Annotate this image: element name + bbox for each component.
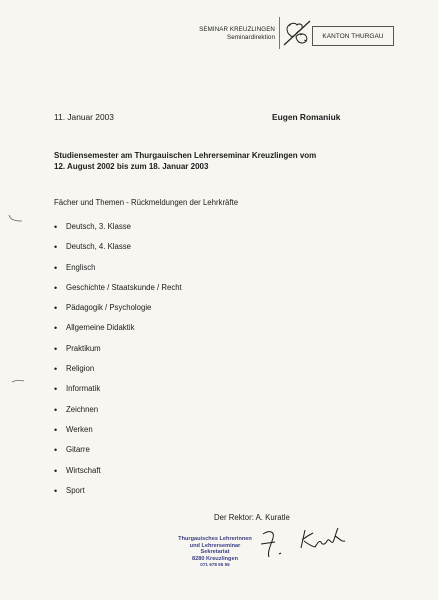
stamp-line-2: und Lehrerseminar [189,542,241,549]
seminar-stamp [168,536,262,569]
list-item: • Pädagogik / Psychologie [54,303,182,323]
stamp-line-4: 8280 Kreuzlingen [191,555,238,562]
list-item: • Zeichnen [54,405,182,425]
rektor-signature-line: Der Rektor: A. Kuratle [214,513,290,522]
student-name: Eugen Romaniuk [272,112,341,122]
handwritten-signature [255,514,365,564]
subjects-heading: Fächer und Themen - Rückmeldungen der Lehrkräfte [54,198,239,207]
list-item: • Werken [54,425,182,445]
list-item: • Wirtschaft [54,466,182,486]
letterhead [172,17,394,51]
list-item: • Gitarre [54,445,182,465]
list-item: • Sport [54,486,182,506]
stamp-phone: 071 678 55 55 [200,562,230,568]
list-item: • Englisch [54,263,182,283]
thurgau-lion-crest-icon [282,18,312,48]
title-line-1: Studiensemester am Thurgauischen Lehrerseminar Kreuzlingen vom [54,151,317,160]
stamp-line-3: Sekretariat [200,549,230,556]
list-item: • Praktikum [54,344,182,364]
list-item: • Religion [54,364,182,384]
list-item: • Allgemeine Didaktik [54,323,182,343]
subjects-list [54,222,182,506]
scan-mark [8,376,28,386]
seminar-department: Seminardirektion [226,34,275,41]
list-item: • Geschichte / Staatskunde / Recht [54,283,182,303]
seminar-name: SEMINAR KREUZLINGEN [199,26,275,33]
list-item: • Deutsch, 3. Klasse [54,222,182,242]
list-item: • Deutsch, 4. Klasse [54,242,182,262]
stamp-line-1: Thurgauisches Lehrerinnen [178,536,252,542]
document-title [54,151,384,172]
list-item: • Informatik [54,384,182,404]
scan-mark [6,213,26,225]
kanton-label: KANTON THURGAU [312,26,394,46]
seminar-block [172,17,280,49]
letter-date: 11. Januar 2003 [54,112,114,122]
title-line-2: 12. August 2002 bis zum 18. Januar 2003 [54,161,209,171]
